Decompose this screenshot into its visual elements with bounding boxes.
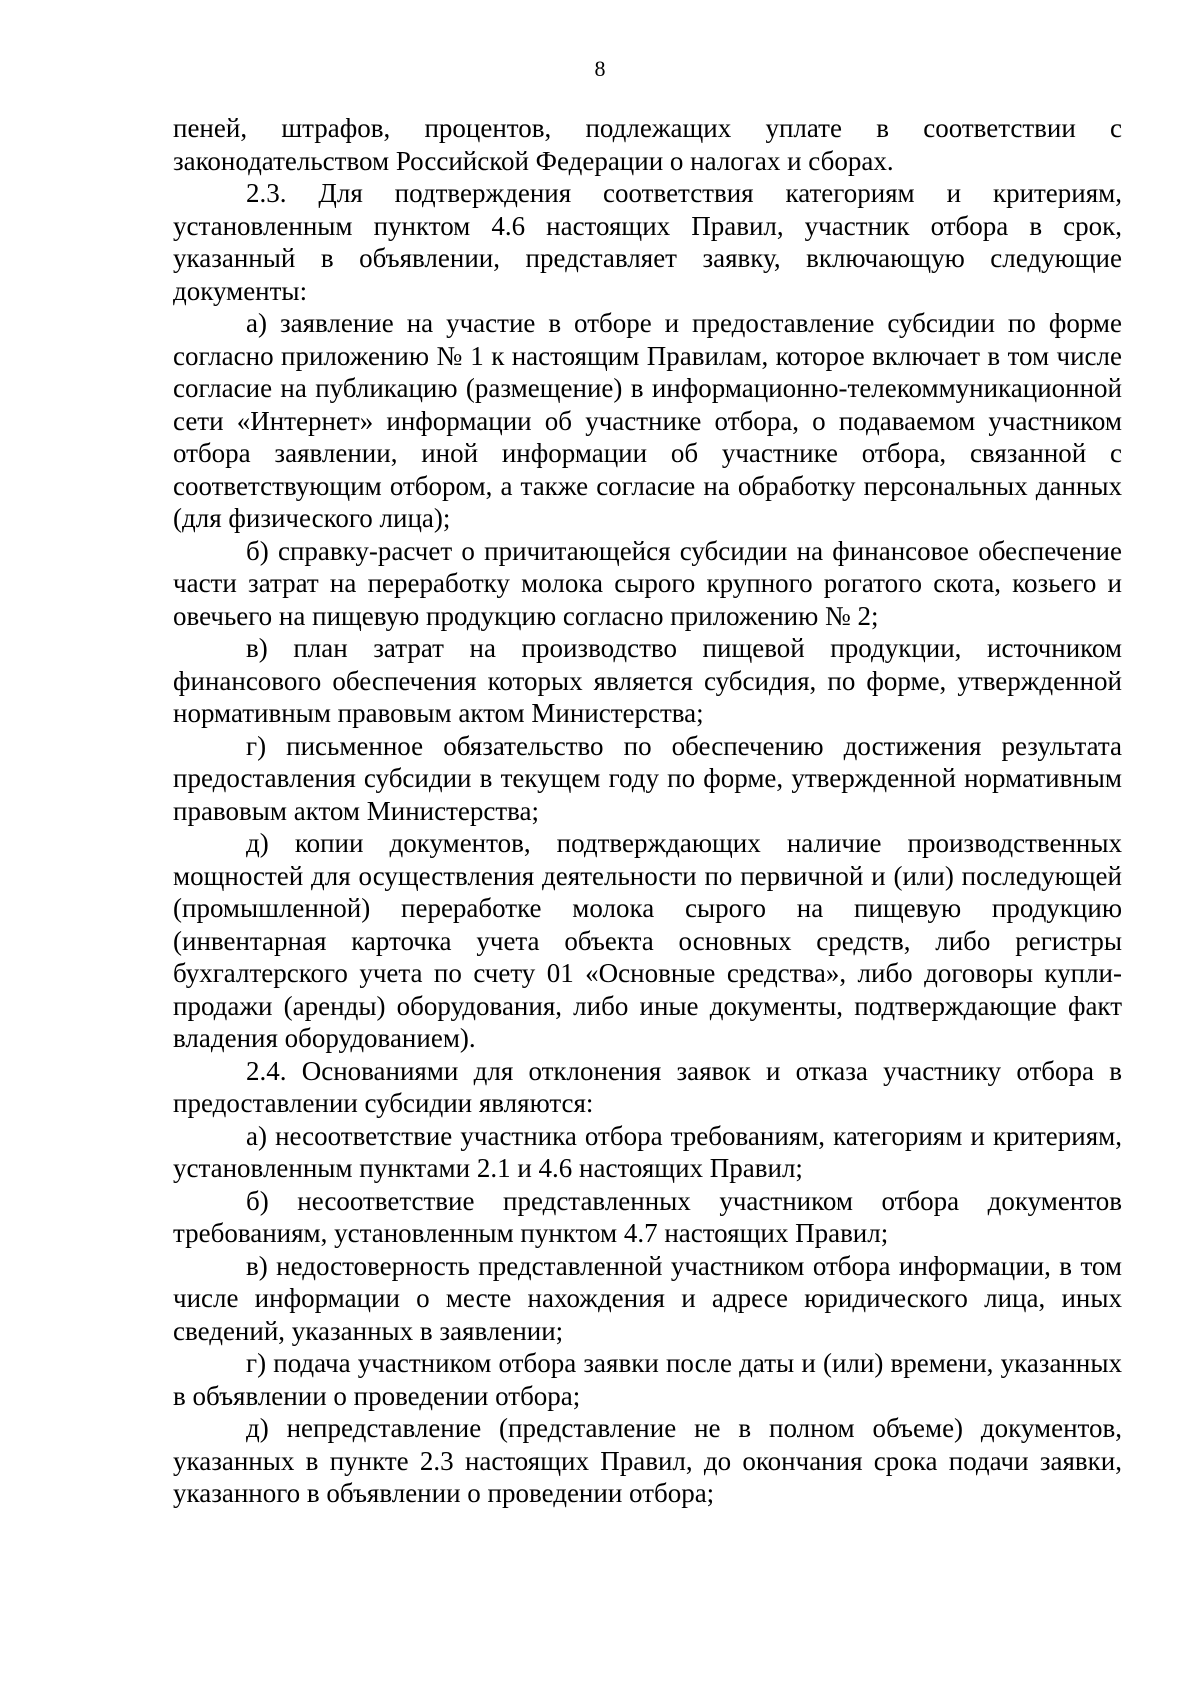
paragraph-2-3-b: б) справку-расчет о причитающейся субсидии на финансовое обеспечение части затрат на переработку молока сырого крупного рогатого скота, козьего и овечьего на пищевую продукцию согласно приложению № 2; <box>173 535 1122 631</box>
paragraph-2-3-v: в) план затрат на производство пищевой продукции, источником финансового обеспечения которых является субсидия, по форме, утвержденной нормативным правовым актом Министерства; <box>173 633 1122 728</box>
paragraph-2-4-b: б) несоответствие представленных участником отбора документов требованиям, установленным пунктом 4.7 настоящих Правил; <box>173 1185 1122 1248</box>
paragraph-2-3-a: а) заявление на участие в отборе и предоставление субсидии по форме согласно приложению № 1 к настоящим Правилам, которое включает в том числе согласие на публикацию (размещение) в информационно-телекоммуникационной сети «Интернет» информации об участнике отбора, о подаваемом участником отбора заявлении, иной информации об участнике отбора, связанной с соответствующим отбором, а также согласие на обработку персональных данных (для физического лица); <box>173 308 1122 533</box>
paragraph-continuation: пеней, штрафов, процентов, подлежащих уплате в соответствии с законодательством Российской Федерации о налогах и сборах. <box>173 113 1122 176</box>
paragraph-2-4-d: д) непредставление (представление не в полном объеме) документов, указанных в пункте 2.3 настоящих Правил, до окончания срока подачи заявки, указанного в объявлении о проведении отбора; <box>173 1413 1122 1508</box>
paragraph-2-3: 2.3. Для подтверждения соответствия категориям и критериям, установленным пунктом 4.6 настоящих Правил, участник отбора в срок, указанный в объявлении, представляет заявку, включающую следующие документы: <box>173 178 1122 306</box>
document-body <box>173 112 1122 1510</box>
paragraph-2-4-a: а) несоответствие участника отбора требованиям, категориям и критериям, установленным пунктами 2.1 и 4.6 настоящих Правил; <box>173 1120 1122 1183</box>
paragraph-2-4-v: в) недостоверность представленной участником отбора информации, в том числе информации о месте нахождения и адресе юридического лица, иных сведений, указанных в заявлении; <box>173 1250 1122 1346</box>
paragraph-2-4: 2.4. Основаниями для отклонения заявок и отказа участнику отбора в предоставлении субсидии являются: <box>173 1055 1122 1118</box>
page-number: 8 <box>594 56 606 81</box>
paragraph-2-3-g: г) письменное обязательство по обеспечению достижения результата предоставления субсидии в текущем году по форме, утвержденной нормативным правовым актом Министерства; <box>173 730 1122 826</box>
paragraph-2-4-g: г) подача участником отбора заявки после даты и (или) времени, указанных в объявлении о проведении отбора; <box>173 1348 1122 1411</box>
paragraph-2-3-d: д) копии документов, подтверждающих наличие производственных мощностей для осуществления деятельности по первичной и (или) последующей (промышленной) переработке молока сырого на пищевую продукцию (инвентарная карточка учета объекта основных средств, либо регистры бухгалтерского учета по счету 01 «Основные средства», либо договоры купли-продажи (аренды) оборудования, либо иные документы, подтверждающие факт владения оборудованием). <box>173 828 1122 1053</box>
